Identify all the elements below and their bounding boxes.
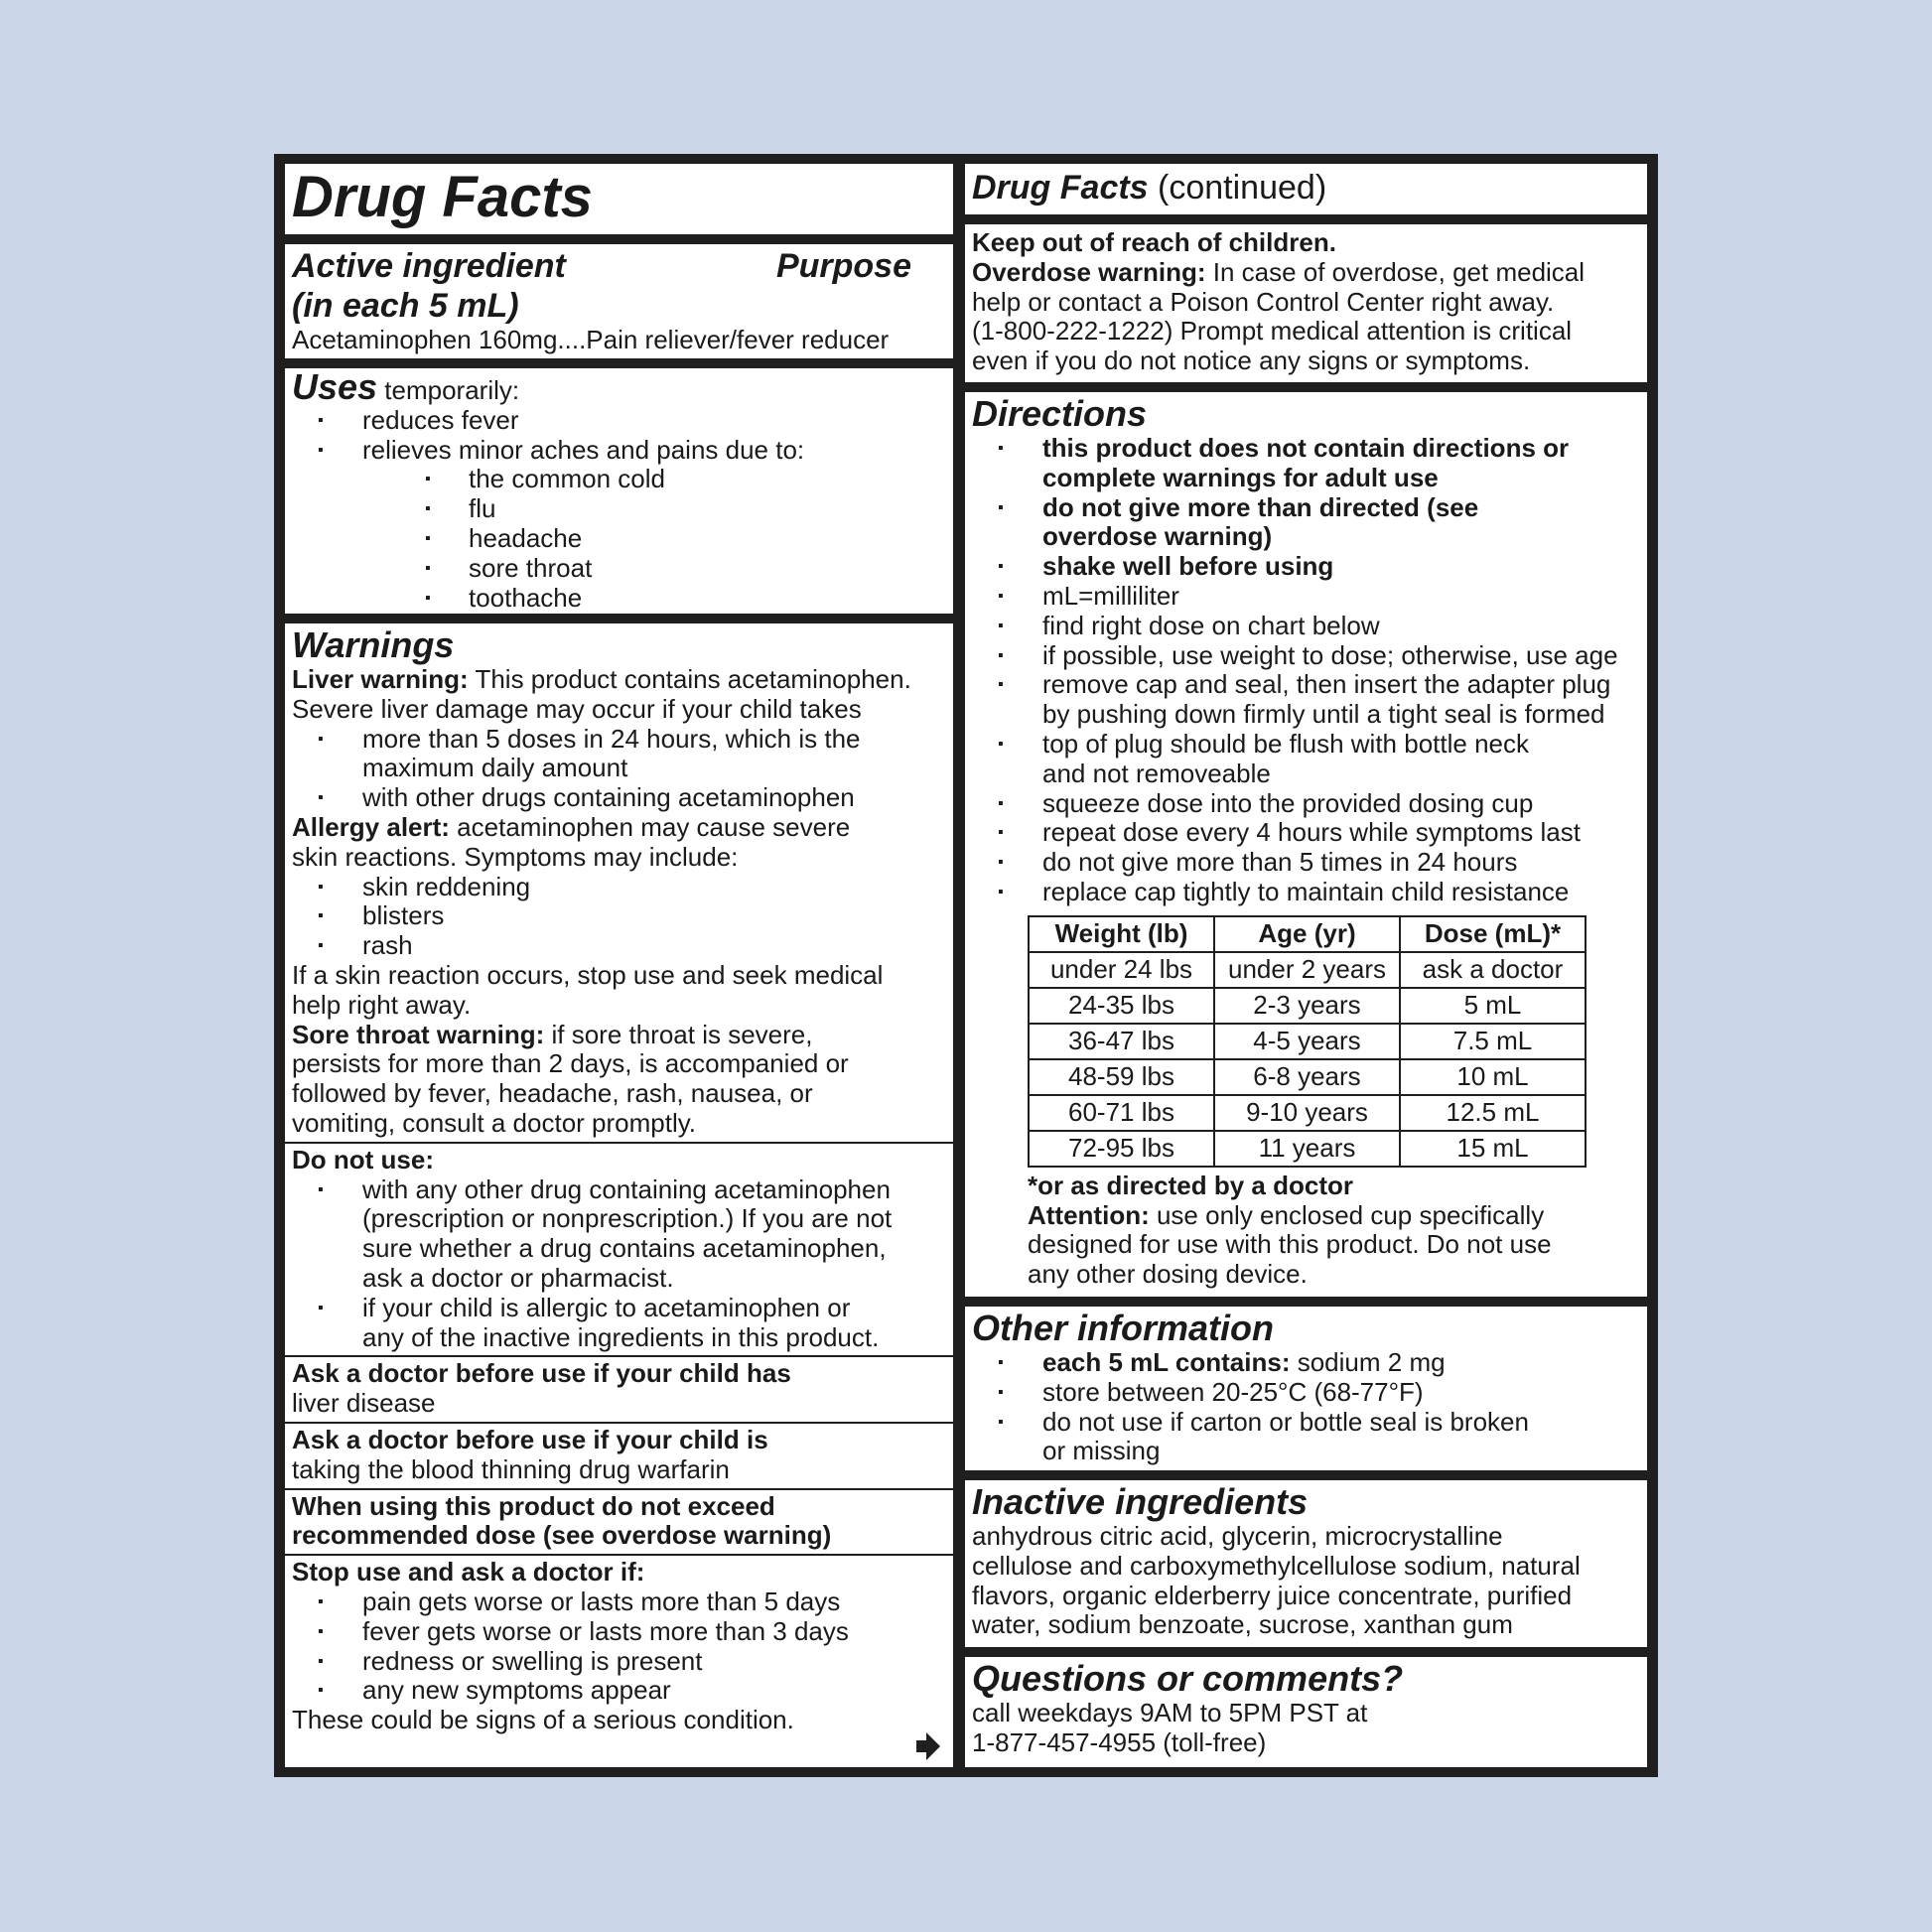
when-using-heading: When using this product do not exceed xyxy=(292,1490,775,1521)
list-item: ▪ store between 20-25°C (68-77°F) xyxy=(972,1378,1640,1408)
table-cell: 72-95 lbs xyxy=(1029,1131,1214,1167)
list-item-line: any of the inactive ingredients in this product. xyxy=(362,1321,880,1352)
list-item-line: if your child is allergic to acetaminophen or xyxy=(362,1292,851,1322)
liver-warning-text2: Severe liver damage may occur if your child takes xyxy=(292,693,862,724)
list-item: ▪ reduces fever xyxy=(292,406,946,436)
stop-use-footer: These could be signs of a serious condition. xyxy=(292,1705,794,1735)
list-item: ▪ fever gets worse or lasts more than 3 days xyxy=(292,1617,946,1647)
warnings-heading: Warnings xyxy=(292,624,455,665)
table-cell: 9-10 years xyxy=(1214,1095,1400,1131)
table-cell: 12.5 mL xyxy=(1400,1095,1586,1131)
list-item xyxy=(972,730,1640,789)
attention-line: designed for use with this product. Do not use xyxy=(1028,1229,1552,1260)
table-cell: 10 mL xyxy=(1400,1059,1586,1095)
sodium-text: sodium 2 mg xyxy=(1290,1347,1446,1377)
table-row xyxy=(1029,988,1586,1024)
drug-facts-label xyxy=(274,154,1658,1777)
list-item: ▪ toothache xyxy=(292,584,946,614)
list-item-line: sure whether a drug contains acetaminophen, xyxy=(362,1233,887,1264)
questions-heading: Questions or comments? xyxy=(972,1658,1404,1699)
directions-heading: Directions xyxy=(972,393,1148,434)
list-item-line: overdose warning) xyxy=(1042,521,1273,552)
sore-throat-line: vomiting, consult a doctor promptly. xyxy=(292,1107,697,1138)
list-item-line: remove cap and seal, then insert the adapter plug xyxy=(1042,669,1611,700)
list-item: ▪ squeeze dose into the provided dosing cup xyxy=(972,789,1640,819)
ask-doctor-text-2: taking the blood thinning drug warfarin xyxy=(292,1453,730,1484)
list-item: ▪ sore throat xyxy=(292,554,946,584)
ask-doctor-heading-2: Ask a doctor before use if your child is xyxy=(292,1424,768,1454)
list-item xyxy=(972,1348,1640,1378)
allergy-alert-label: Allergy alert: xyxy=(292,811,450,842)
list-item-line: more than 5 doses in 24 hours, which is the xyxy=(362,723,861,754)
overdose-line: (1-800-222-1222) Prompt medical attention is critical xyxy=(972,316,1573,346)
inactive-ingredients-line: cellulose and carboxymethylcellulose sodium, natural xyxy=(972,1550,1581,1581)
list-item-line: (prescription or nonprescription.) If you are not xyxy=(362,1203,893,1234)
table-cell: under 24 lbs xyxy=(1029,952,1214,988)
list-item: ▪ replace cap tightly to maintain child resistance xyxy=(972,878,1640,907)
other-information-heading: Other information xyxy=(972,1308,1274,1348)
list-item: ▪ flu xyxy=(292,494,946,524)
ask-doctor-text-1: liver disease xyxy=(292,1388,436,1419)
divider xyxy=(285,1355,953,1357)
table-cell: 60-71 lbs xyxy=(1029,1095,1214,1131)
keep-out-heading: Keep out of reach of children. xyxy=(972,227,1336,257)
uses-intro-line xyxy=(292,368,946,407)
table-header: Age (yr) xyxy=(1214,916,1400,952)
overdose-warning xyxy=(972,258,1640,288)
sodium-label: each 5 mL contains: xyxy=(1042,1347,1291,1377)
stop-use-heading: Stop use and ask a doctor if: xyxy=(292,1557,645,1587)
list-item xyxy=(292,725,946,784)
right-arrow-icon xyxy=(915,1731,941,1761)
table-row xyxy=(1029,1024,1586,1059)
table-cell: 24-35 lbs xyxy=(1029,988,1214,1024)
list-item-line: and not removeable xyxy=(1042,758,1271,788)
list-item: ▪ blisters xyxy=(292,901,946,931)
questions-line: 1-877-457-4955 (toll-free) xyxy=(972,1726,1267,1757)
active-header-row xyxy=(292,246,946,286)
active-ingredient-box xyxy=(285,244,953,358)
continued-title-box xyxy=(965,164,1647,214)
divider xyxy=(285,1488,953,1490)
table-cell: 5 mL xyxy=(1400,988,1586,1024)
do-not-use-heading: Do not use: xyxy=(292,1144,434,1174)
table-cell: 15 mL xyxy=(1400,1131,1586,1167)
uses-intro: temporarily: xyxy=(377,375,520,405)
list-item: ▪ shake well before using xyxy=(972,552,1640,582)
title-box xyxy=(285,164,953,234)
table-cell: 7.5 mL xyxy=(1400,1024,1586,1059)
continued-label: (continued) xyxy=(1148,169,1327,207)
table-cell: 2-3 years xyxy=(1214,988,1400,1024)
table-cell: 36-47 lbs xyxy=(1029,1024,1214,1059)
table-row xyxy=(1029,1095,1586,1131)
allergy-alert xyxy=(292,813,946,843)
inactive-ingredients-box xyxy=(965,1480,1647,1647)
divider xyxy=(285,1142,953,1144)
list-item xyxy=(972,493,1640,553)
list-item-line: do not give more than directed (see xyxy=(1042,491,1479,522)
table-header: Dose (mL)* xyxy=(1400,916,1586,952)
inactive-ingredients-line: water, sodium benzoate, sucrose, xanthan gum xyxy=(972,1609,1513,1640)
dosing-table xyxy=(1028,915,1587,1168)
sore-throat-line: persists for more than 2 days, is accompanied or xyxy=(292,1048,849,1079)
table-row xyxy=(1029,1059,1586,1095)
list-item-line: this product does not contain directions or xyxy=(1042,433,1570,463)
warnings-box xyxy=(285,623,953,1767)
liver-warning xyxy=(292,665,946,695)
list-item: ▪ the common cold xyxy=(292,465,946,494)
sore-throat-text: if sore throat is severe, xyxy=(544,1019,813,1049)
table-cell: 11 years xyxy=(1214,1131,1400,1167)
divider xyxy=(285,1554,953,1556)
table-row xyxy=(1029,952,1586,988)
keep-out-box xyxy=(965,224,1647,382)
list-item-line: do not use if carton or bottle seal is broken xyxy=(1042,1406,1529,1437)
table-cell: ask a doctor xyxy=(1400,952,1586,988)
attention-note xyxy=(972,1201,1640,1231)
when-using-heading-2: recommended dose (see overdose warning) xyxy=(292,1520,832,1551)
list-item-line: complete warnings for adult use xyxy=(1042,462,1439,492)
table-cell: 4-5 years xyxy=(1214,1024,1400,1059)
list-item: ▪ pain gets worse or lasts more than 5 days xyxy=(292,1587,946,1617)
overdose-label: Overdose warning: xyxy=(972,256,1206,287)
list-item xyxy=(292,1175,946,1294)
attention-text: use only enclosed cup specifically xyxy=(1149,1199,1545,1230)
list-item: ▪ rash xyxy=(292,931,946,961)
inactive-ingredients-line: flavors, organic elderberry juice concentrate, purified xyxy=(972,1580,1573,1610)
active-subheading: (in each 5 mL) xyxy=(292,287,519,325)
overdose-line: help or contact a Poison Control Center right away. xyxy=(972,286,1555,317)
active-ingredient-line: Acetaminophen 160mg....Pain reliever/fever reducer xyxy=(292,325,890,354)
list-item: ▪ headache xyxy=(292,524,946,554)
list-item: ▪ redness or swelling is present xyxy=(292,1647,946,1677)
list-item xyxy=(972,434,1640,493)
list-item: ▪ do not give more than 5 times in 24 hours xyxy=(972,848,1640,878)
list-item-line: with any other drug containing acetaminophen xyxy=(362,1173,891,1204)
left-column xyxy=(285,164,953,1767)
overdose-text: In case of overdose, get medical xyxy=(1205,256,1586,287)
table-row xyxy=(1029,1131,1586,1167)
table-cell: 6-8 years xyxy=(1214,1059,1400,1095)
list-item-line: ask a doctor or pharmacist. xyxy=(362,1262,674,1293)
list-item-line: by pushing down firmly until a tight seal is formed xyxy=(1042,699,1605,730)
attention-line: any other dosing device. xyxy=(1028,1259,1308,1290)
inactive-ingredients-line: anhydrous citric acid, glycerin, microcrystalline xyxy=(972,1521,1503,1551)
list-item: ▪ find right dose on chart below xyxy=(972,612,1640,641)
uses-heading: Uses xyxy=(292,368,378,407)
directions-box xyxy=(965,392,1647,1297)
uses-box xyxy=(285,368,953,614)
list-item: ▪ relieves minor aches and pains due to: xyxy=(292,436,946,466)
sore-throat-label: Sore throat warning: xyxy=(292,1019,545,1049)
list-item: ▪ with other drugs containing acetaminophen xyxy=(292,783,946,813)
list-item xyxy=(972,1408,1640,1467)
allergy-alert-text2: skin reactions. Symptoms may include: xyxy=(292,841,739,872)
other-information-box xyxy=(965,1307,1647,1470)
list-item: ▪ if possible, use weight to dose; otherwise, use age xyxy=(972,641,1640,671)
liver-warning-text: This product contains acetaminophen. xyxy=(468,664,911,694)
list-item-line: maximum daily amount xyxy=(362,753,628,783)
list-item: ▪ skin reddening xyxy=(292,873,946,902)
table-header-row xyxy=(1029,916,1586,952)
page-title: Drug Facts xyxy=(292,165,593,229)
active-ingredient-heading: Active ingredient xyxy=(292,247,566,285)
list-item xyxy=(972,670,1640,730)
skin-reaction-text: If a skin reaction occurs, stop use and seek medical xyxy=(292,959,884,990)
list-item: ▪ repeat dose every 4 hours while symptoms last xyxy=(972,818,1640,848)
list-item: ▪ any new symptoms appear xyxy=(292,1676,946,1706)
sore-throat-warning xyxy=(292,1021,946,1050)
table-cell: under 2 years xyxy=(1214,952,1400,988)
list-item: ▪ mL=milliliter xyxy=(972,582,1640,612)
questions-line: call weekdays 9AM to 5PM PST at xyxy=(972,1698,1368,1727)
list-item xyxy=(292,1294,946,1353)
list-item-line: top of plug should be flush with bottle neck xyxy=(1042,728,1529,759)
table-footnote: *or as directed by a doctor xyxy=(1028,1170,1353,1200)
divider xyxy=(285,1422,953,1424)
purpose-heading: Purpose xyxy=(775,247,911,285)
continued-title: Drug Facts xyxy=(972,169,1149,207)
list-item-line: or missing xyxy=(1042,1436,1161,1466)
sore-throat-line: followed by fever, headache, rash, nausea, or xyxy=(292,1078,813,1109)
ask-doctor-heading-1: Ask a doctor before use if your child has xyxy=(292,1358,791,1389)
liver-warning-label: Liver warning: xyxy=(292,664,469,694)
questions-box xyxy=(965,1657,1647,1767)
table-header: Weight (lb) xyxy=(1029,916,1214,952)
allergy-alert-text: acetaminophen may cause severe xyxy=(449,811,851,842)
skin-reaction-text: help right away. xyxy=(292,989,472,1020)
right-column xyxy=(965,164,1647,1767)
overdose-line: even if you do not notice any signs or symptoms. xyxy=(972,345,1531,376)
inactive-ingredients-heading: Inactive ingredients xyxy=(972,1481,1309,1522)
attention-label: Attention: xyxy=(1028,1199,1150,1230)
table-cell: 48-59 lbs xyxy=(1029,1059,1214,1095)
